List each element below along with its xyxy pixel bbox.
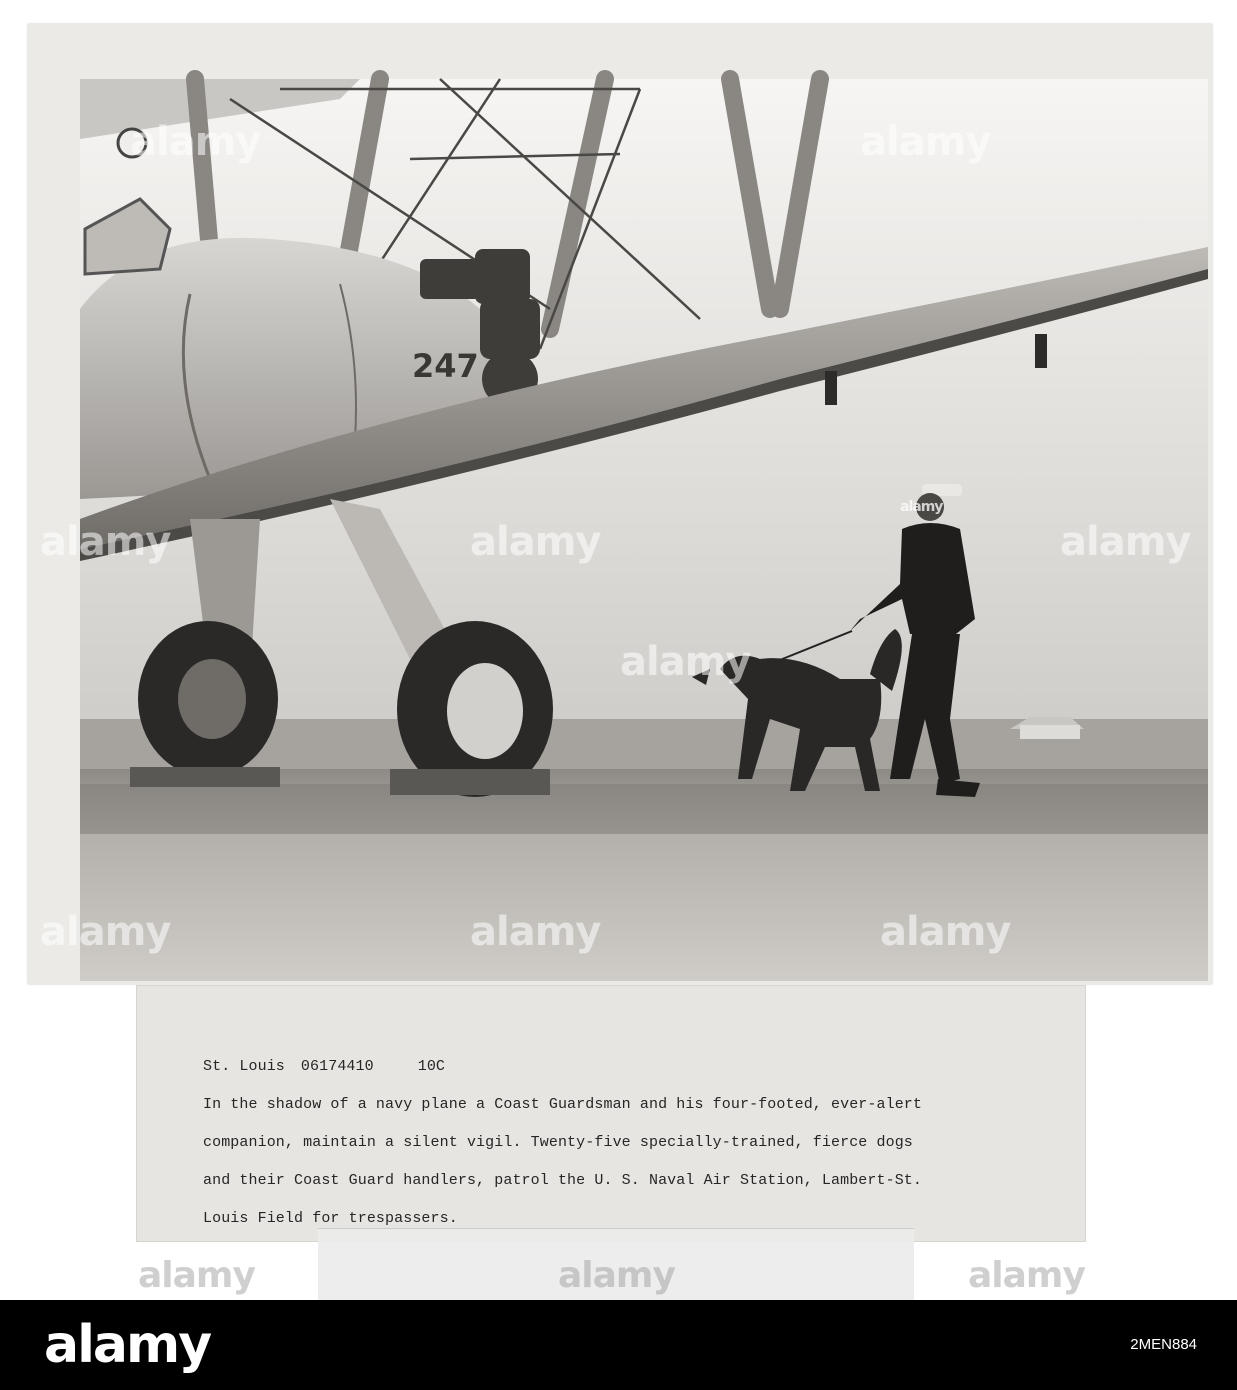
image-id: 2MEN884: [1130, 1336, 1197, 1353]
caption-code: 10C: [417, 1058, 446, 1075]
aircraft-number: 247: [412, 347, 479, 385]
watermark: alamy: [40, 909, 171, 955]
watermark: alamy: [968, 1255, 1085, 1296]
caption-number: 06174410: [300, 1058, 374, 1075]
photograph: [40, 79, 1208, 981]
alamy-logo[interactable]: alamy: [44, 1315, 211, 1375]
caption-line: Louis Field for trespassers.: [203, 1210, 458, 1227]
watermark: alamy: [620, 639, 751, 685]
photo-mount: [28, 24, 1212, 984]
caption-line: In the shadow of a navy plane a Coast Guardsman and his four-footed, ever-alert: [203, 1096, 923, 1113]
watermark: alamy: [558, 1255, 675, 1296]
watermark: alamy: [860, 119, 991, 165]
watermark: alamy: [1060, 519, 1191, 565]
caption-label: [136, 985, 1086, 1242]
watermark: alamy: [880, 909, 1011, 955]
caption-line: and their Coast Guard handlers, patrol the U. S. Naval Air Station, Lambert-St.: [203, 1172, 923, 1189]
plastic-sleeve: [138, 1228, 1085, 1301]
caption-line: companion, maintain a silent vigil. Twenty-five specially-trained, fierce dogs: [203, 1134, 913, 1151]
watermark: alamy: [40, 519, 171, 565]
watermark: alamy: [138, 1255, 255, 1296]
biplane-photo-illustration: [80, 79, 1208, 981]
watermark-small: alamy: [900, 499, 943, 515]
caption-header: [203, 1058, 445, 1075]
watermark: alamy: [470, 519, 601, 565]
watermark: alamy: [130, 119, 261, 165]
watermark: alamy: [470, 909, 601, 955]
caption-location: St. Louis: [203, 1058, 285, 1075]
